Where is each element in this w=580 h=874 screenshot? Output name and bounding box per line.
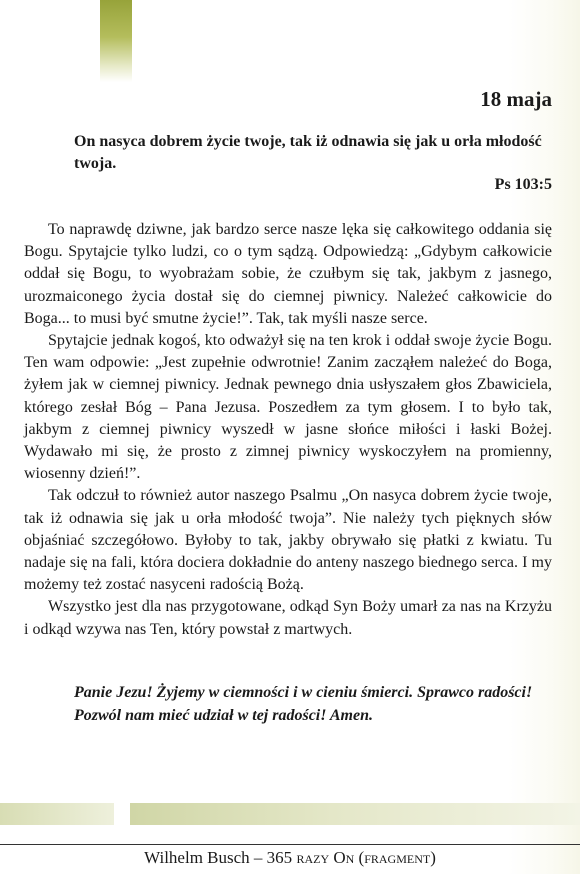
decorative-strip-right — [130, 803, 580, 825]
paragraph: Spytajcie jednak kogoś, kto odważył się na ten krok i oddał swoje życie Bogu. Ten wam odpowie: „Jest zupełnie odwrotnie! Zanim zacząłem należeć do Boga, żyłem jak w ciemnej piwnicy. Jednak pewnego dnia usłyszałem głos Zbawiciela, którego zesłał Bóg – Pana Jezusa. Poszedłem za tym głosem. I to było tak, jakbym z ciemnej piwnicy wyszedł w jasne słońce miłości i łaski Bożej. Wydawało mi się, że prosto z zimnej piwnicy wyskoczyłem na promienny, wiosenny dzień!”. — [24, 332, 552, 483]
footer-divider — [0, 844, 580, 845]
page-date: 18 maja — [480, 87, 552, 111]
footer-author: Wilhelm Busch – 365 — [144, 848, 297, 867]
bible-verse: On nasyca dobrem życie twoje, tak iż odnawia się jak u orła młodość twoja. — [74, 133, 542, 172]
paragraph: To naprawdę dziwne, jak bardzo serce nasze lęka się całkowitego oddania się Bogu. Spytajcie tylko ludzi, co o tym sądzą. Odpowiedzą: „Gdybym całkowicie oddał się Bogu, to wyobrażam sobie, że czułbym się tak, jakbym z jasnego, urozmaiconego życia dostał się do ciemnej piwnicy. Należeć całkowicie do Boga... to musi być smutne życie!”. Tak, tak myśli nasze serce. — [24, 221, 552, 327]
decorative-top-bar — [100, 0, 132, 82]
devotional-body — [24, 219, 552, 641]
paragraph: Wszystko jest dla nas przygotowane, odkąd Syn Boży umarł za nas na Krzyżu i odkąd wzywa nas Ten, który powstał z martwych. — [24, 598, 552, 638]
verse-reference: Ps 103:5 — [494, 176, 552, 193]
closing-prayer: Panie Jezu! Żyjemy w ciemności i w cieniu śmierci. Sprawco radości! Pozwól nam mieć udział w tej radości! Amen. — [74, 684, 533, 724]
decorative-strip-left — [0, 803, 114, 825]
footer-book-title: razy On (fragment) — [296, 848, 436, 867]
paragraph: Tak odczuł to również autor naszego Psalmu „On nasyca dobrem życie twoje, tak iż odnawia się jak u orła młodość twoja”. Nie należy tych pięknych słów objaśniać szczegółowo. Byłoby to tak, jakby obrywało się płatki z kwiatu. Tu nadaje się na fali, która dociera dokładnie do anteny naszego biednego serca. I my możemy też zostać nasyceni radością Bożą. — [24, 487, 552, 594]
page-footer — [0, 848, 580, 868]
